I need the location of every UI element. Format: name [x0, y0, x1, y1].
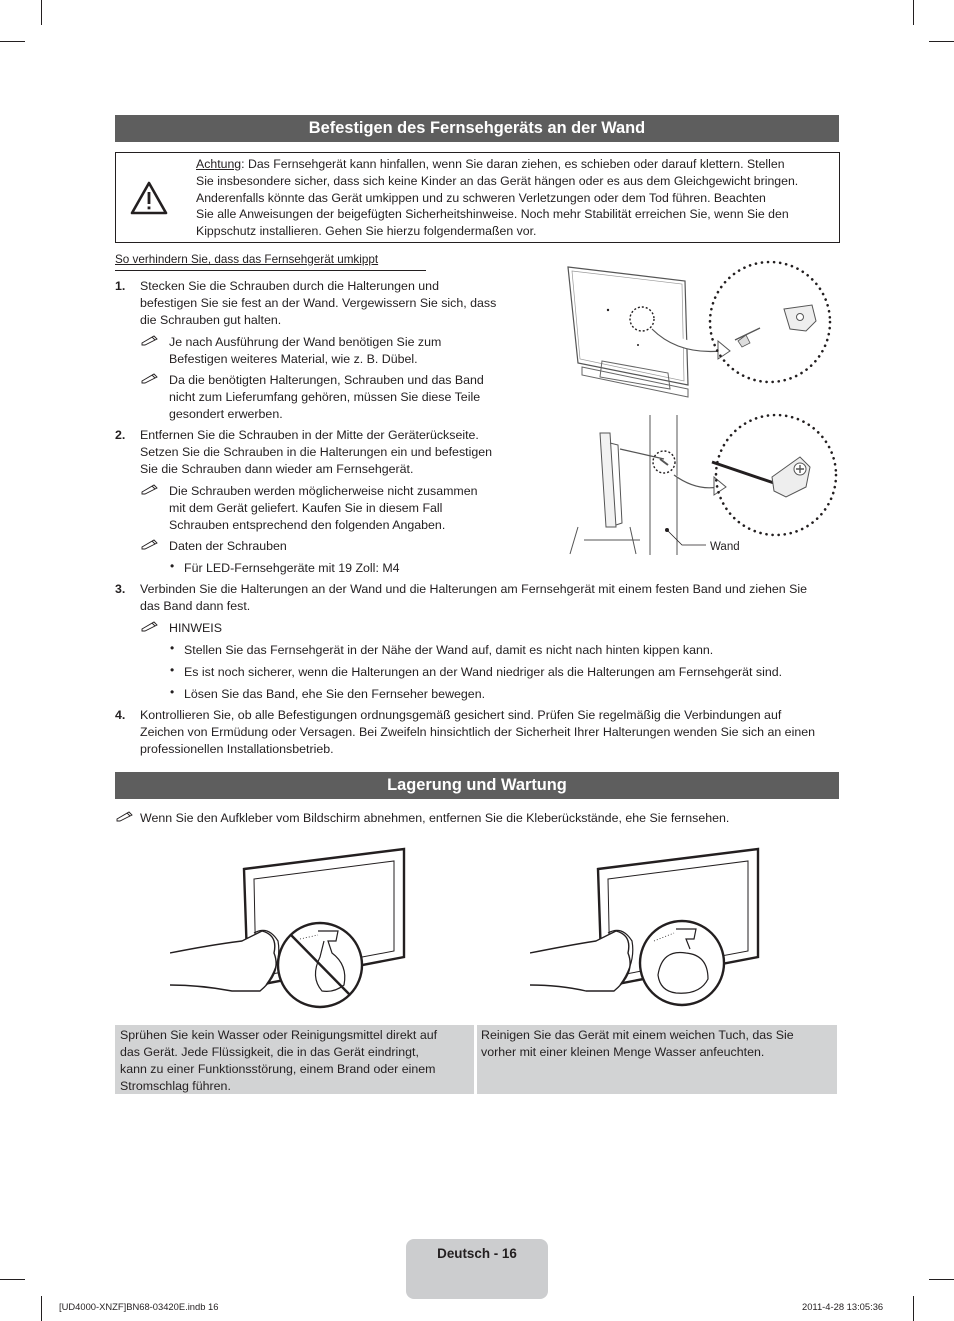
- caption-use-cloth: Reinigen Sie das Gerät mit einem weichen Tuch, das Sie vorher mit einer kleinen Menge Wasser anfeuchten.: [477, 1025, 837, 1094]
- crop-mark: [0, 41, 25, 42]
- footer-timestamp: 2011-4-28 13:05:36: [802, 1301, 884, 1312]
- cleaning-cloth-illustration: [530, 845, 770, 1015]
- step-number: 4.: [115, 708, 126, 722]
- crop-mark: [913, 0, 914, 25]
- step-1-note-2: Da die benötigten Halterungen, Schrauben und das Band nicht zum Lieferumfang gehören, müssen Sie diese Teile gesondert erwerben.: [169, 373, 484, 421]
- pencil-note-icon: [141, 483, 159, 495]
- figure-label-wall: Wand: [710, 541, 740, 553]
- bullet-dot: •: [170, 641, 175, 655]
- page-number: Deutsch - 16: [437, 1246, 517, 1261]
- page-number-tab: [406, 1239, 548, 1299]
- step-4-text: Kontrollieren Sie, ob alle Befestigungen ordnungsgemäß gesichert sind. Prüfen Sie regelmäßig die Verbindungen auf Zeichen von Ermüdung oder Versagen. Bei Zweifeln hinsichtlich der Sicherheit Ihrer Halterungen wenden Sie sich an einen professionellen Installationsbetrieb.: [140, 708, 815, 756]
- subheading-tip-over: So verhindern Sie, dass das Fernsehgerät umkippt: [115, 253, 379, 266]
- storage-note: Wenn Sie den Aufkleber vom Bildschirm abnehmen, entfernen Sie die Kleberückstände, ehe Sie fernsehen.: [140, 811, 730, 825]
- crop-mark: [0, 1279, 25, 1280]
- section-title-wall-mount: Befestigen des Fernsehgeräts an der Wand: [115, 115, 839, 142]
- crop-mark: [913, 1296, 914, 1321]
- step-2-bullet: Für LED-Fernsehgeräte mit 19 Zoll: M4: [184, 561, 400, 575]
- bullet-dot: •: [170, 663, 175, 677]
- hinweis-bullet-1: Stellen Sie das Fernsehgerät in der Nähe der Wand auf, damit es nicht nach hinten kippen kann.: [184, 643, 714, 657]
- crop-mark: [41, 0, 42, 25]
- caution-label: Achtung: [196, 157, 242, 171]
- warning-triangle-icon: [130, 181, 168, 215]
- pencil-note-icon: [141, 538, 159, 550]
- pencil-note-icon: [141, 372, 159, 384]
- step-1-text: Stecken Sie die Schrauben durch die Halterungen und befestigen Sie sie fest an der Wand. Vergewissern Sie sich, dass die Schrauben gut halten.: [140, 279, 497, 327]
- hinweis-bullet-3: Lösen Sie das Band, ehe Sie den Fernseher bewegen.: [184, 687, 486, 701]
- caution-box: [115, 152, 840, 243]
- crop-mark: [41, 1296, 42, 1321]
- section-title-storage: Lagerung und Wartung: [115, 772, 839, 799]
- step-2-note-1: Die Schrauben werden möglicherweise nicht zusammen mit dem Gerät geliefert. Kaufen Sie in diesem Fall Schrauben entsprechend den folgenden Angaben.: [169, 484, 478, 532]
- wall-mount-illustration: [560, 255, 845, 555]
- crop-mark: [929, 1279, 954, 1280]
- step-2-note-2: Daten der Schrauben: [169, 539, 287, 553]
- step-number: 2.: [115, 428, 126, 442]
- hinweis-bullet-2: Es ist noch sicherer, wenn die Halterungen an der Wand niedriger als die Halterungen am Fernsehgerät sind.: [184, 665, 783, 679]
- step-1-note-1: Je nach Ausführung der Wand benötigen Sie zum Befestigen weiteres Material, wie z. B. Dübel.: [169, 335, 442, 366]
- subheading-rule: [115, 270, 426, 271]
- bullet-dot: •: [170, 559, 175, 573]
- crop-mark: [929, 41, 954, 42]
- caption-do-not-spray: Sprühen Sie kein Wasser oder Reinigungsmittel direkt auf das Gerät. Jede Flüssigkeit, die in das Gerät eindringt, kann zu einer Funktionsstörung, einem Brand oder einem Stromschlag führen.: [115, 1025, 474, 1094]
- pencil-note-icon: [141, 620, 159, 632]
- pencil-note-icon: [141, 334, 159, 346]
- step-number: 3.: [115, 582, 126, 596]
- bullet-dot: •: [170, 685, 175, 699]
- step-3-text: Verbinden Sie die Halterungen an der Wand und die Halterungen am Fernsehgerät mit einem festen Band und ziehen Sie das Band dann fest.: [140, 582, 807, 613]
- caution-text: Achtung: Das Fernsehgerät kann hinfallen, wenn Sie daran ziehen, es schieben oder darauf klettern. Stellen Sie insbesondere sicher, dass sich keine Kinder an das Gerät hängen oder es aus dem Gleichgewicht bringen. Anderenfalls könnte das Gerät umkippen und zu schweren Verletzungen oder dem Tod führen. Beachten Sie alle Anweisungen der beigefügten Sicherheitshinweise. Noch mehr Stabilität erreichen Sie, wenn Sie den Kippschutz installieren. Gehen Sie hierzu folgendermaßen vor.: [196, 157, 799, 239]
- step-number: 1.: [115, 279, 126, 293]
- pencil-note-icon: [116, 810, 134, 822]
- footer-file: [UD4000-XNZF]BN68-03420E.indb 16: [59, 1301, 219, 1312]
- step-2-text: Entfernen Sie die Schrauben in der Mitte der Geräterückseite. Setzen Sie die Schrauben in die Halterungen ein und befestigen Sie die Schrauben dann wieder am Fernsehgerät.: [140, 428, 493, 476]
- cleaning-spray-illustration: [170, 845, 410, 1015]
- note-label-hinweis: HINWEIS: [169, 621, 223, 635]
